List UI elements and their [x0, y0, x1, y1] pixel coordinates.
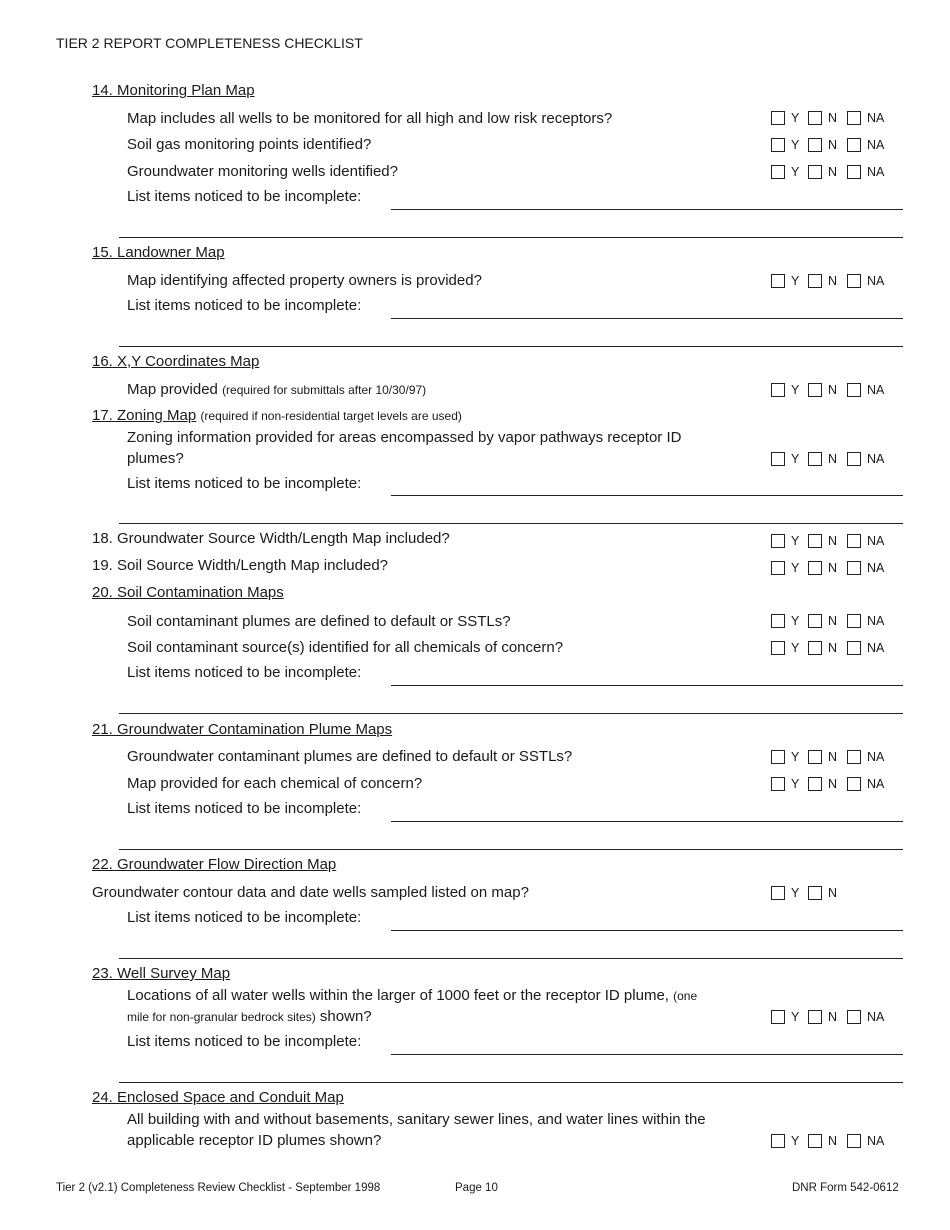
- checkbox-na[interactable]: [847, 614, 861, 628]
- checkbox-n[interactable]: [808, 534, 822, 548]
- checkbox-na[interactable]: [847, 1010, 861, 1024]
- checkbox-y[interactable]: [771, 138, 785, 152]
- s23-q1-note1: (one: [673, 989, 698, 1003]
- option-na-label: NA: [867, 614, 885, 628]
- s18-options: [771, 534, 901, 550]
- option-y-label: Y: [791, 886, 800, 900]
- option-y-label: Y: [791, 274, 800, 288]
- checkbox-y[interactable]: [771, 641, 785, 655]
- section-21-title: 21. Groundwater Contamination Plume Maps: [92, 721, 393, 738]
- section-17-heading: [92, 407, 462, 424]
- option-n-label: N: [828, 138, 838, 152]
- checkbox-y[interactable]: [771, 561, 785, 575]
- checkbox-n[interactable]: [808, 383, 822, 397]
- s15-incomplete-line-2[interactable]: [119, 346, 903, 347]
- option-n-label: N: [828, 777, 838, 791]
- s21-incomplete-line-2[interactable]: [119, 849, 903, 850]
- s22-q1-options: [771, 886, 901, 902]
- checkbox-n[interactable]: [808, 641, 822, 655]
- s23-q1-line1: [127, 985, 697, 1007]
- checkbox-y[interactable]: [771, 1010, 785, 1024]
- s17-incomplete-label: List items noticed to be incomplete:: [127, 475, 362, 492]
- checkbox-n[interactable]: [808, 111, 822, 125]
- s23-q1-main: Locations of all water wells within the larger of 1000 feet or the receptor ID plume,: [127, 987, 669, 1004]
- checkbox-y[interactable]: [771, 165, 785, 179]
- checkbox-na[interactable]: [847, 165, 861, 179]
- s15-incomplete-line-1[interactable]: [391, 318, 903, 319]
- option-na-label: NA: [867, 383, 885, 397]
- s20-q2-text: Soil contaminant source(s) identified for all chemicals of concern?: [127, 639, 564, 656]
- s24-q1-line1: All building with and without basements, sanitary sewer lines, and water lines within the: [127, 1111, 706, 1128]
- option-y-label: Y: [791, 777, 800, 791]
- checkbox-na[interactable]: [847, 383, 861, 397]
- option-na-label: NA: [867, 111, 885, 125]
- section-17-note: (required if non-residential target levels are used): [200, 409, 462, 423]
- option-n-label: N: [828, 165, 838, 179]
- checkbox-y[interactable]: [771, 383, 785, 397]
- s20-incomplete-line-2[interactable]: [119, 713, 903, 714]
- option-n-label: N: [828, 750, 838, 764]
- checkbox-na[interactable]: [847, 1134, 861, 1148]
- checkbox-n[interactable]: [808, 165, 822, 179]
- s20-q1-options: [771, 614, 901, 630]
- checkbox-n[interactable]: [808, 1134, 822, 1148]
- checkbox-y[interactable]: [771, 274, 785, 288]
- s21-incomplete-label: List items noticed to be incomplete:: [127, 800, 362, 817]
- option-na-label: NA: [867, 561, 885, 575]
- option-na-label: NA: [867, 534, 885, 548]
- checkbox-n[interactable]: [808, 886, 822, 900]
- s14-q1-options: [771, 111, 901, 127]
- s22-incomplete-label: List items noticed to be incomplete:: [127, 909, 362, 926]
- checkbox-na[interactable]: [847, 534, 861, 548]
- checkbox-y[interactable]: [771, 111, 785, 125]
- s14-q2-text: Soil gas monitoring points identified?: [127, 136, 372, 153]
- page-header-title: TIER 2 REPORT COMPLETENESS CHECKLIST: [56, 35, 363, 51]
- section-23-title: 23. Well Survey Map: [92, 965, 231, 982]
- section-24-title: 24. Enclosed Space and Conduit Map: [92, 1089, 344, 1106]
- s22-incomplete-line-1[interactable]: [391, 930, 903, 931]
- s23-q1-options: [771, 1010, 901, 1026]
- s20-q1-text: Soil contaminant plumes are defined to default or SSTLs?: [127, 613, 511, 630]
- s24-q1-options: [771, 1134, 901, 1150]
- s17-q1-line1: Zoning information provided for areas encompassed by vapor pathways receptor ID: [127, 429, 682, 446]
- option-y-label: Y: [791, 641, 800, 655]
- s19-options: [771, 561, 901, 577]
- s23-q1-end: shown?: [319, 1008, 372, 1025]
- s21-incomplete-line-1[interactable]: [391, 821, 903, 822]
- s17-q1-line2: plumes?: [127, 450, 184, 467]
- checkbox-y[interactable]: [771, 1134, 785, 1148]
- s20-q2-options: [771, 641, 901, 657]
- footer-left: Tier 2 (v2.1) Completeness Review Checklist - September 1998: [56, 1182, 381, 1194]
- option-n-label: N: [828, 614, 838, 628]
- option-n-label: N: [828, 1010, 838, 1024]
- section-17-title: 17. Zoning Map: [92, 407, 197, 424]
- option-y-label: Y: [791, 138, 800, 152]
- option-y-label: Y: [791, 383, 800, 397]
- s15-q1-options: [771, 274, 901, 290]
- section-19-title: 19. Soil Source Width/Length Map included?: [92, 557, 389, 574]
- checkbox-n[interactable]: [808, 777, 822, 791]
- s21-q2-options: [771, 777, 901, 793]
- checkbox-na[interactable]: [847, 750, 861, 764]
- option-na-label: NA: [867, 750, 885, 764]
- s22-incomplete-line-2[interactable]: [119, 958, 903, 959]
- option-na-label: NA: [867, 641, 885, 655]
- checkbox-n[interactable]: [808, 274, 822, 288]
- option-n-label: N: [828, 886, 838, 900]
- checkbox-n[interactable]: [808, 614, 822, 628]
- option-n-label: N: [828, 561, 838, 575]
- checkbox-y[interactable]: [771, 452, 785, 466]
- option-na-label: NA: [867, 452, 885, 466]
- section-14-title: 14. Monitoring Plan Map: [92, 82, 255, 99]
- s21-q1-options: [771, 750, 901, 766]
- s14-incomplete-label: List items noticed to be incomplete:: [127, 188, 362, 205]
- s14-q3-text: Groundwater monitoring wells identified?: [127, 163, 398, 180]
- option-n-label: N: [828, 274, 838, 288]
- s21-q1-text: Groundwater contaminant plumes are defined to default or SSTLs?: [127, 748, 573, 765]
- option-y-label: Y: [791, 111, 800, 125]
- checkbox-na[interactable]: [847, 111, 861, 125]
- checkbox-na[interactable]: [847, 452, 861, 466]
- section-22-title: 22. Groundwater Flow Direction Map: [92, 856, 337, 873]
- checkbox-y[interactable]: [771, 886, 785, 900]
- s16-q1-note: (required for submittals after 10/30/97): [222, 383, 427, 397]
- checkbox-n[interactable]: [808, 452, 822, 466]
- s23-incomplete-label: List items noticed to be incomplete:: [127, 1033, 362, 1050]
- option-n-label: N: [828, 534, 838, 548]
- s16-q1-main: Map provided: [127, 381, 218, 398]
- checkbox-y[interactable]: [771, 534, 785, 548]
- option-n-label: N: [828, 383, 838, 397]
- s14-q3-options: [771, 165, 901, 181]
- checkbox-n[interactable]: [808, 750, 822, 764]
- s23-q1-line2: [127, 1006, 372, 1028]
- option-na-label: NA: [867, 274, 885, 288]
- option-na-label: NA: [867, 165, 885, 179]
- footer-page-number: Page 10: [455, 1182, 498, 1194]
- option-y-label: Y: [791, 614, 800, 628]
- option-na-label: NA: [867, 138, 885, 152]
- checkbox-na[interactable]: [847, 641, 861, 655]
- s21-q2-text: Map provided for each chemical of concern?: [127, 775, 423, 792]
- section-16-title: 16. X,Y Coordinates Map: [92, 353, 260, 370]
- option-y-label: Y: [791, 452, 800, 466]
- s14-q2-options: [771, 138, 901, 154]
- option-n-label: N: [828, 111, 838, 125]
- s22-q1-text: Groundwater contour data and date wells sampled listed on map?: [92, 884, 529, 901]
- section-20-title: 20. Soil Contamination Maps: [92, 584, 284, 601]
- checkbox-na[interactable]: [847, 777, 861, 791]
- option-y-label: Y: [791, 1134, 800, 1148]
- checkbox-na[interactable]: [847, 561, 861, 575]
- option-n-label: N: [828, 452, 838, 466]
- option-y-label: Y: [791, 165, 800, 179]
- s17-incomplete-line-2[interactable]: [119, 523, 903, 524]
- option-na-label: NA: [867, 1010, 885, 1024]
- s20-incomplete-label: List items noticed to be incomplete:: [127, 664, 362, 681]
- option-n-label: N: [828, 1134, 838, 1148]
- s15-q1-text: Map identifying affected property owners is provided?: [127, 272, 482, 289]
- s17-q1-options: [771, 452, 901, 468]
- option-y-label: Y: [791, 561, 800, 575]
- checkbox-y[interactable]: [771, 777, 785, 791]
- s23-q1-note2: mile for non-granular bedrock sites): [127, 1010, 316, 1024]
- s24-q1-line2: applicable receptor ID plumes shown?: [127, 1132, 382, 1149]
- checkbox-na[interactable]: [847, 274, 861, 288]
- checkbox-n[interactable]: [808, 138, 822, 152]
- option-y-label: Y: [791, 534, 800, 548]
- checkbox-y[interactable]: [771, 750, 785, 764]
- option-y-label: Y: [791, 1010, 800, 1024]
- s16-q1-options: [771, 383, 901, 399]
- checkbox-n[interactable]: [808, 561, 822, 575]
- s17-incomplete-line-1[interactable]: [391, 495, 903, 496]
- s14-incomplete-line-1[interactable]: [391, 209, 903, 210]
- s20-incomplete-line-1[interactable]: [391, 685, 903, 686]
- option-na-label: NA: [867, 777, 885, 791]
- option-na-label: NA: [867, 1134, 885, 1148]
- option-n-label: N: [828, 641, 838, 655]
- option-y-label: Y: [791, 750, 800, 764]
- s23-incomplete-line-2[interactable]: [119, 1082, 903, 1083]
- section-18-title: 18. Groundwater Source Width/Length Map included?: [92, 530, 450, 547]
- footer-form-number: DNR Form 542-0612: [792, 1182, 899, 1194]
- section-15-title: 15. Landowner Map: [92, 244, 225, 261]
- checkbox-y[interactable]: [771, 614, 785, 628]
- s15-incomplete-label: List items noticed to be incomplete:: [127, 297, 362, 314]
- s16-q1-text: [127, 379, 426, 401]
- checkbox-na[interactable]: [847, 138, 861, 152]
- s14-incomplete-line-2[interactable]: [119, 237, 903, 238]
- checkbox-n[interactable]: [808, 1010, 822, 1024]
- s14-q1-text: Map includes all wells to be monitored for all high and low risk receptors?: [127, 110, 613, 127]
- s23-incomplete-line-1[interactable]: [391, 1054, 903, 1055]
